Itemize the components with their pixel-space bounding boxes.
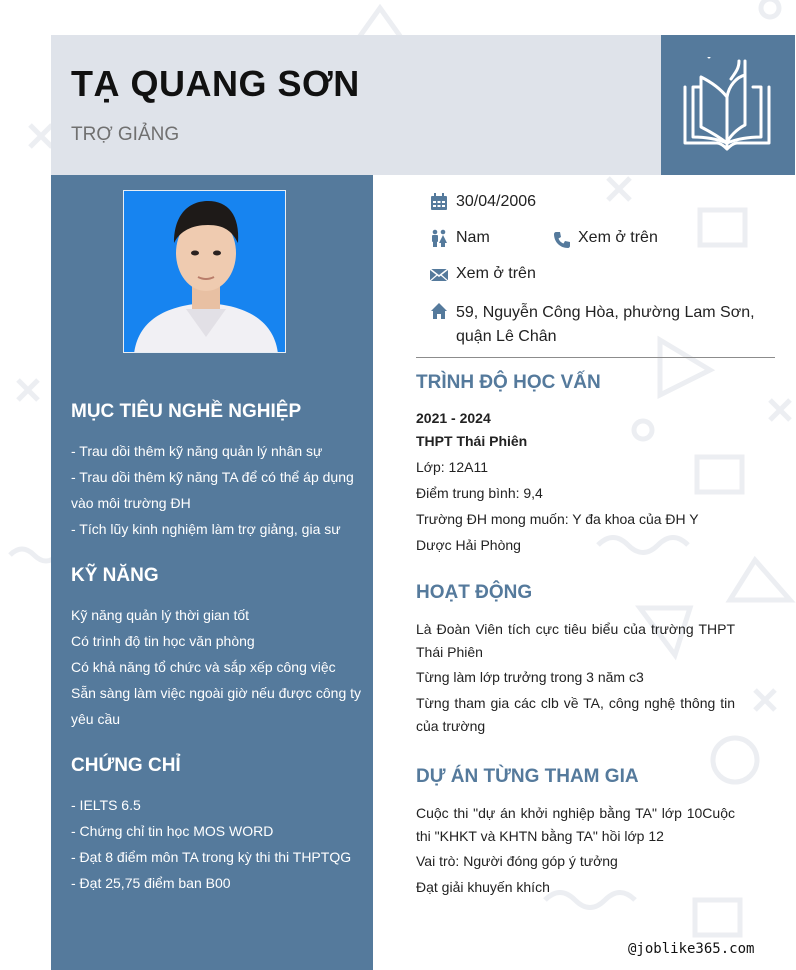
objective-item: - Trau dồi thêm kỹ năng quản lý nhân sự: [71, 443, 323, 459]
address: 59, Nguyễn Công Hòa, phường Lam Sơn, quận Lê Chân: [456, 304, 755, 345]
profile-photo: [123, 190, 286, 353]
gender-icon: [430, 229, 448, 247]
certificates-list: [71, 792, 366, 896]
skills-title: KỸ NĂNG: [71, 565, 159, 586]
skill-item: Kỹ năng quản lý thời gian tốt: [71, 607, 250, 623]
avatar: [124, 191, 286, 353]
email-icon: [430, 266, 448, 284]
home-icon: [430, 302, 448, 320]
open-book-icon: [679, 57, 775, 153]
gender: Nam: [456, 229, 490, 246]
objective-item: - Trau dồi thêm kỹ năng TA để có thể áp dụng vào môi trường ĐH: [71, 469, 354, 511]
skill-item: Sẵn sàng làm việc ngoài giờ nếu được công ty yêu cầu: [71, 685, 362, 727]
education-line: Lớp: 12A11: [416, 459, 488, 475]
education-period: 2021 - 2024: [416, 410, 491, 426]
divider: [416, 357, 775, 358]
education-block: [416, 407, 735, 453]
activity-line: Từng làm lớp trưởng trong 3 năm c3: [416, 669, 644, 685]
objective-title: MỤC TIÊU NGHỀ NGHIỆP: [71, 401, 302, 422]
calendar-icon: [430, 193, 448, 211]
activities-title: HOẠT ĐỘNG: [416, 582, 533, 603]
job-title: TRỢ GIẢNG: [71, 124, 180, 145]
project-line: Vai trò: Người đóng góp ý tưởng: [416, 853, 618, 869]
sidebar: [51, 175, 373, 970]
education-line: Trường ĐH mong muốn: Y đa khoa của ĐH Y Dược Hải Phòng: [416, 511, 699, 553]
objective-item: - Tích lũy kinh nghiệm làm trợ giảng, gia sư: [71, 521, 341, 537]
watermark: @joblike365.com: [628, 941, 755, 957]
certificates-title: CHỨNG CHỈ: [71, 755, 181, 776]
education-school: THPT Thái Phiên: [416, 433, 528, 449]
project-line: Đạt giải khuyến khích: [416, 879, 550, 895]
certificate-item: - Chứng chỉ tin học MOS WORD: [71, 823, 274, 839]
projects-block: [416, 802, 735, 899]
certificate-item: - IELTS 6.5: [71, 797, 141, 813]
phone: Xem ở trên: [578, 229, 658, 246]
education-details: [416, 454, 735, 558]
project-line: Cuộc thi "dự án khởi nghiệp bằng TA" lớp 10Cuộc thi "KHKT và KHTN bằng TA" hồi lớp 12: [416, 805, 735, 844]
skill-item: Có khả năng tổ chức và sắp xếp công việc: [71, 659, 336, 675]
phone-icon: [553, 231, 571, 249]
candidate-name: TẠ QUANG SƠN: [71, 63, 360, 104]
skills-list: [71, 602, 366, 732]
skill-item: Có trình độ tin học văn phòng: [71, 633, 255, 649]
email: Xem ở trên: [456, 265, 536, 282]
projects-title: DỰ ÁN TỪNG THAM GIA: [416, 766, 639, 787]
certificate-item: - Đạt 25,75 điểm ban B00: [71, 875, 231, 891]
objective-list: [71, 438, 366, 542]
activity-line: Từng tham gia các clb về TA, công nghệ thông tin của trường: [416, 695, 735, 734]
logo-box: [661, 35, 795, 175]
certificate-item: - Đạt 8 điểm môn TA trong kỳ thi thi THPTQG: [71, 849, 352, 865]
education-title: TRÌNH ĐỘ HỌC VẤN: [416, 372, 601, 393]
activity-line: Là Đoàn Viên tích cực tiêu biểu của trường THPT Thái Phiên: [416, 621, 735, 660]
birthdate: 30/04/2006: [456, 193, 537, 210]
education-line: Điểm trung bình: 9,4: [416, 485, 543, 501]
header: [51, 35, 661, 175]
activities-block: [416, 618, 735, 738]
